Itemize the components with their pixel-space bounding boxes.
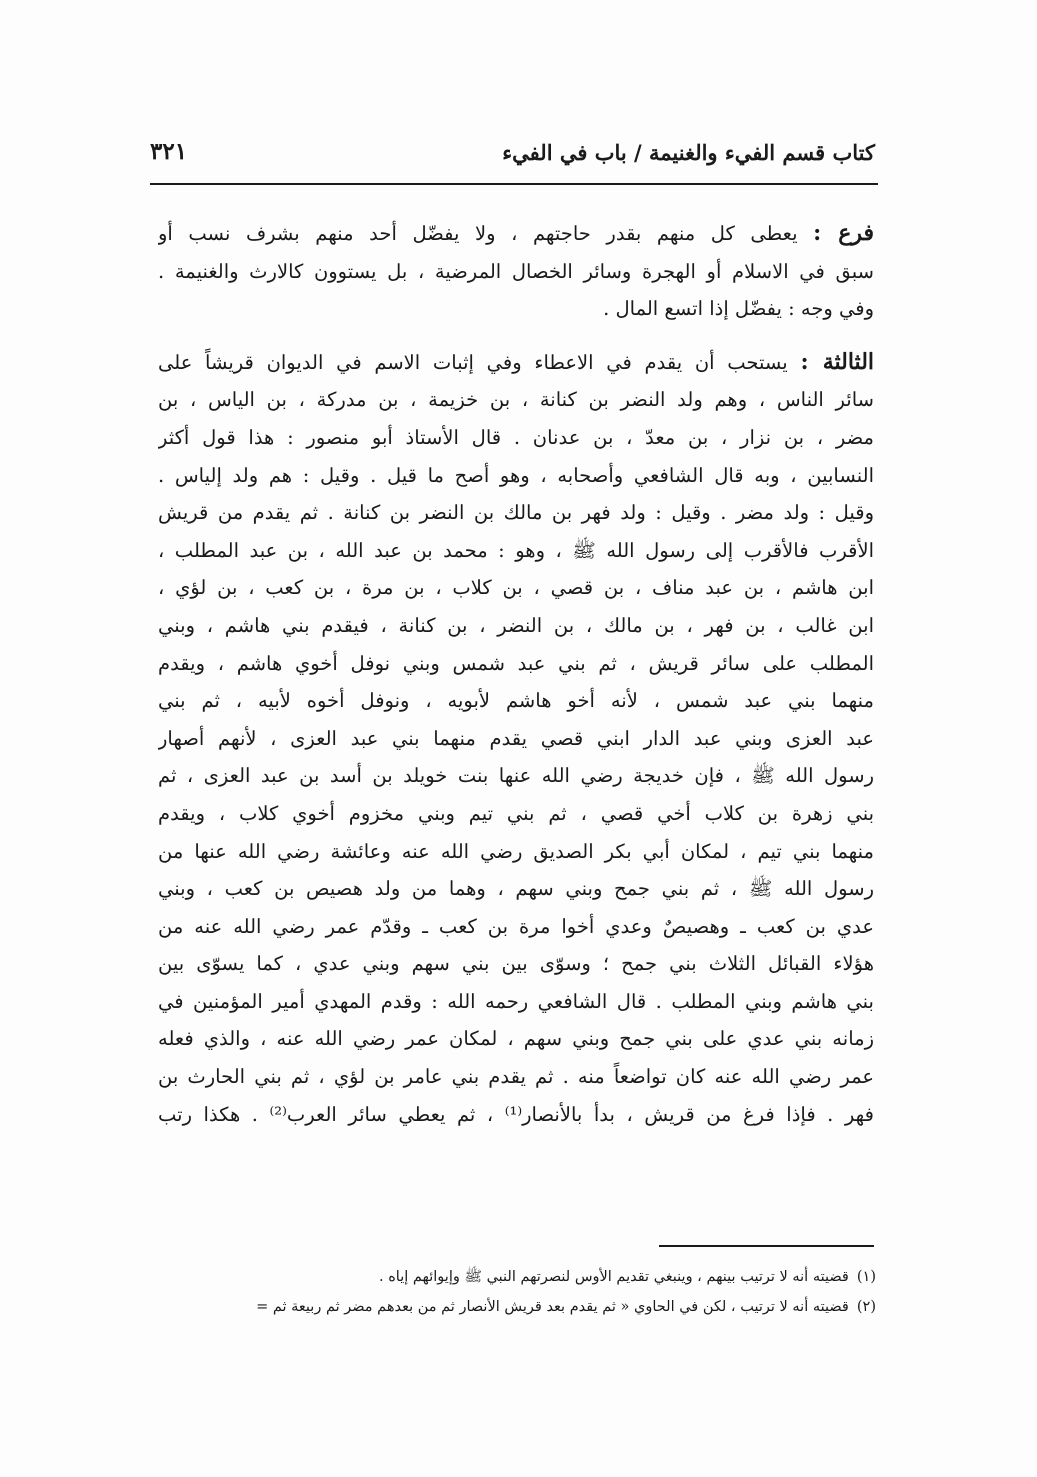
footnote-number: (٢) [856, 1299, 876, 1315]
footnote-text: قضيته أنه لا ترتيب ، لكن في الحاوي « ثم يقدم بعد قريش الأنصار ثم من بعدهم مضر ثم ربيعة ثم = [256, 1299, 849, 1315]
text-line: منهما بني تيم ، لمكان أبي بكر الصديق رضي الله عنه وعائشة رضي الله عنها من [158, 839, 874, 863]
main-text [158, 215, 874, 1133]
page-number: ٣٢١ [150, 138, 188, 165]
running-header [150, 140, 875, 180]
text-line: سبق في الاسلام أو الهجرة وسائر الخصال المرضية ، بل يستوون كالارث والغنيمة . [158, 259, 874, 283]
text-line: الثالثة : يستحب أن يقدم في الاعطاء وفي إثبات الاسم في الديوان قريشاً على [158, 348, 874, 375]
text-line: فهر . فإذا فرغ من قريش ، بدأ بالأنصار⁽¹⁾ ، ثم يعطي سائر العرب⁽²⁾ . هكذا رتب [158, 1102, 874, 1126]
section-lead: الثالثة : [800, 348, 874, 375]
text-line: عبد العزى وبني عبد الدار ابني قصي يقدم منهما بني عبد العزى ، لأنهم أصهار [158, 726, 874, 750]
paragraph-far [158, 215, 874, 328]
section-lead: فرع : [813, 220, 874, 246]
text-line: النسابين ، وبه قال الشافعي وأصحابه ، وهو أصح ما قيل . وقيل : هم ولد إلياس . [158, 463, 874, 487]
footnote-item [140, 1262, 876, 1292]
text-line: عدي بن كعب ـ وهصيصٌ وعدي أخوا مرة بن كعب ـ وقدّم عمر رضي الله عنه من [158, 914, 874, 938]
chapter-title: كتاب قسم الفيء والغنيمة / باب في الفيء [502, 140, 875, 165]
text-line: الأقرب فالأقرب إلى رسول الله ﷺ ، وهو : محمد بن عبد الله ، بن عبد المطلب ، [158, 538, 874, 562]
text-line: رسول الله ﷺ ، ثم بني جمح وبني سهم ، وهما من ولد هصيص بن كعب ، وبني [158, 877, 874, 901]
text-line: سائر الناس ، وهم ولد النضر بن كنانة ، بن خزيمة ، بن مدركة ، بن الياس ، بن [158, 388, 874, 412]
text-line: ابن هاشم ، بن عبد مناف ، بن قصي ، بن كلاب ، بن مرة ، بن كعب ، بن لؤي ، [158, 576, 874, 600]
text-line: بني زهرة بن كلاب أخي قصي ، ثم بني تيم وبني مخزوم أخوي كلاب ، ويقدم [158, 801, 874, 825]
footnotes [140, 1262, 876, 1322]
text-line: فرع : يعطى كل منهم بقدر حاجتهم ، ولا يفضّل أحد منهم بشرف نسب أو [158, 220, 874, 246]
text-line: رسول الله ﷺ ، فإن خديجة رضي الله عنها بنت خويلد بن أسد بن عبد العزى ، ثم [158, 764, 874, 788]
text-line: هؤلاء القبائل الثلاث بني جمح ؛ وسوّى بين بني سهم وبني عدي ، كما يسوّى بين [158, 952, 874, 976]
text-line: ابن غالب ، بن فهر ، بن مالك ، بن النضر ، بن كنانة ، فيقدم بني هاشم ، وبني [158, 613, 874, 637]
header-rule [150, 183, 878, 185]
paragraph-third [158, 344, 874, 1133]
text-line: مضر ، بن نزار ، بن معدّ ، بن عدنان . قال الأستاذ أبو منصور : هذا قول أكثر [158, 425, 874, 449]
text-line: بني هاشم وبني المطلب . قال الشافعي رحمه الله : وقدم المهدي أمير المؤمنين في [158, 989, 874, 1013]
footnote-item [140, 1292, 876, 1322]
footnote-number: (١) [856, 1269, 876, 1285]
text-line: منهما بني عبد شمس ، لأنه أخو هاشم لأبويه ، ونوفل أخوه لأبيه ، ثم بني [158, 689, 874, 713]
text-line: وفي وجه : يفضّل إذا اتسع المال . [603, 297, 874, 321]
footnote-rule [659, 1245, 874, 1247]
text-line: زمانه بني عدي على بني جمح وبني سهم ، لمكان عمر رضي الله عنه ، والذي فعله [158, 1027, 874, 1051]
text-line: المطلب على سائر قريش ، ثم بني عبد شمس وبني نوفل أخوي هاشم ، ويقدم [158, 651, 874, 675]
text-line: وقيل : ولد مضر . وقيل : ولد فهر بن مالك بن النضر بن كنانة . ثم يقدم من قريش [158, 501, 874, 525]
text-line: عمر رضي الله عنه كان تواضعاً منه . ثم يقدم بني عامر بن لؤي ، ثم بني الحارث بن [158, 1065, 874, 1089]
footnote-text: قضيته أنه لا ترتيب بينهم ، وينبغي تقديم الأوس لنصرتهم النبي ﷺ وإيوائهم إياه . [378, 1269, 849, 1285]
